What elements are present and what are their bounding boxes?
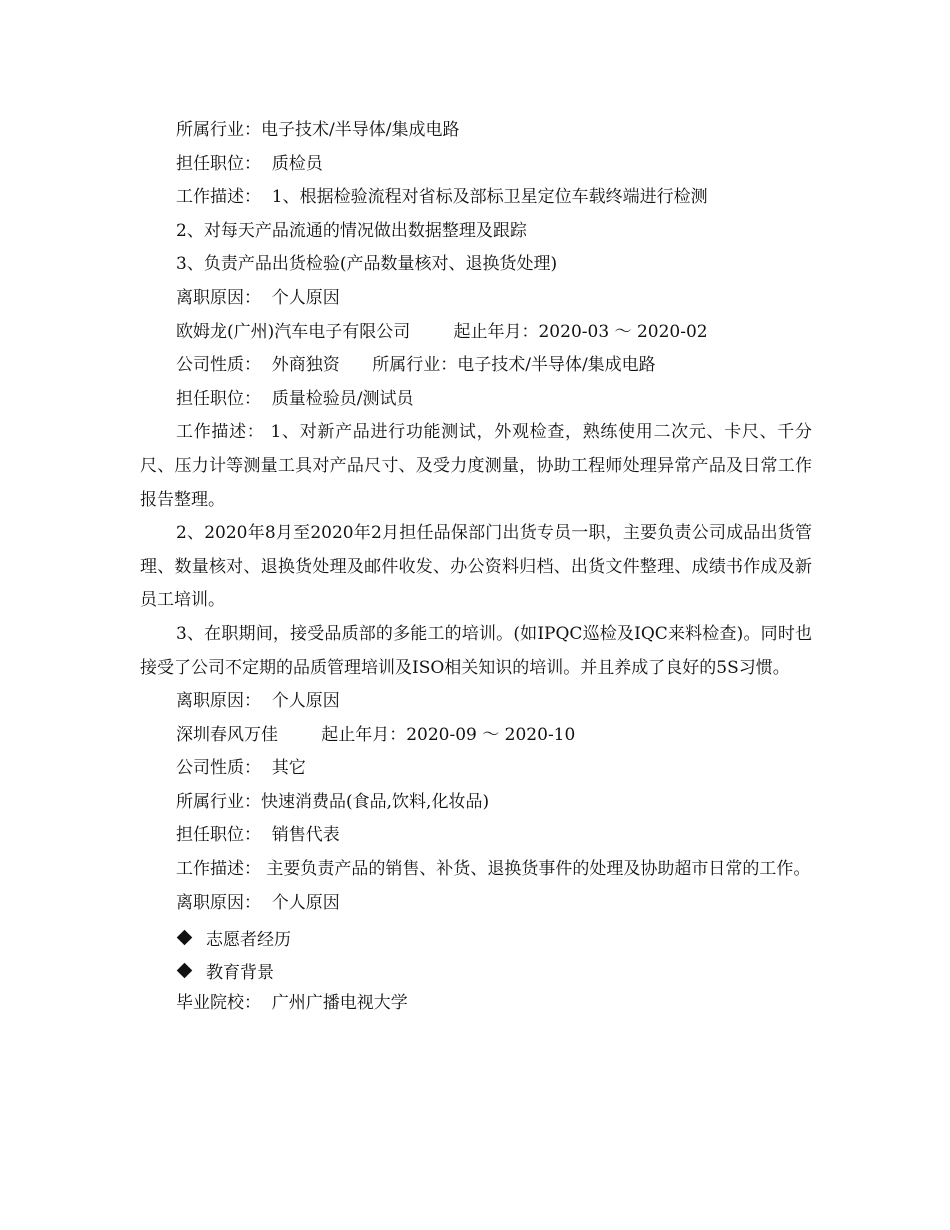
position-line: 担任职位： 销售代表 bbox=[176, 825, 340, 846]
company-nature-line: 公司性质： 外商独资 所属行业：电子技术/半导体/集成电路 bbox=[176, 355, 656, 376]
job-description-paragraph: 工作描述： 1、对新产品进行功能测试，外观检查，熟练使用二次元、卡尺、千分尺、压力计等测量工具对产品尺寸、及受力度测量，协助工程师处理异常产品及日常工作报告整理。 bbox=[140, 422, 812, 510]
job-description-item: 3、负责产品出货检验(产品数量核对、退换货处理) bbox=[176, 254, 558, 275]
position-line: 担任职位： 质检员 bbox=[176, 153, 323, 174]
job-description-item: 2、对每天产品流通的情况做出数据整理及跟踪 bbox=[176, 220, 527, 241]
diamond-bullet-icon bbox=[177, 963, 193, 979]
industry-line: 所属行业：快速消费品(食品,饮料,化妆品) bbox=[176, 791, 490, 812]
company-period-line: 深圳春风万佳 起止年月：2020-09 ～ 2020-10 bbox=[176, 724, 576, 745]
job-description-paragraph: 2、2020年8月至2020年2月担任品保部门出货专员一职，主要负责公司成品出货管理、数量核对、退换货处理及邮件收发、办公资料归档、出货文件整理、成绩书作成及新员工培训。 bbox=[140, 523, 812, 611]
leave-reason-line: 离职原因： 个人原因 bbox=[176, 287, 340, 308]
job-description-line: 工作描述： 1、根据检验流程对省标及部标卫星定位车载终端进行检测 bbox=[176, 187, 708, 208]
leave-reason-line: 离职原因： 个人原因 bbox=[176, 691, 340, 712]
section-heading-text: 志愿者经历 bbox=[206, 929, 291, 950]
section-heading-volunteer bbox=[140, 920, 812, 954]
school-line: 毕业院校： 广州广播电视大学 bbox=[176, 993, 408, 1014]
job-description-paragraph: 3、在职期间，接受品质部的多能工的培训。(如IPQC巡检及IQC来料检查)。同时也接受了公司不定期的品质管理培训及ISO相关知识的培训。并且养成了良好的5S习惯。 bbox=[140, 623, 812, 678]
diamond-bullet-icon bbox=[177, 929, 193, 945]
leave-reason-line: 离职原因： 个人原因 bbox=[176, 892, 340, 913]
position-line: 担任职位： 质量检验员/测试员 bbox=[176, 388, 414, 409]
section-heading-text: 教育背景 bbox=[206, 963, 274, 984]
section-heading-education bbox=[140, 954, 812, 988]
job-description-paragraph: 工作描述： 主要负责产品的销售、补货、退换货事件的处理及协助超市日常的工作。 bbox=[176, 859, 811, 880]
resume-page bbox=[140, 114, 812, 1021]
industry-line: 所属行业：电子技术/半导体/集成电路 bbox=[176, 120, 460, 140]
company-period-line: 欧姆龙(广州)汽车电子有限公司 起止年月：2020-03 ～ 2020-02 bbox=[176, 321, 708, 342]
company-nature-line: 公司性质： 其它 bbox=[176, 758, 306, 779]
